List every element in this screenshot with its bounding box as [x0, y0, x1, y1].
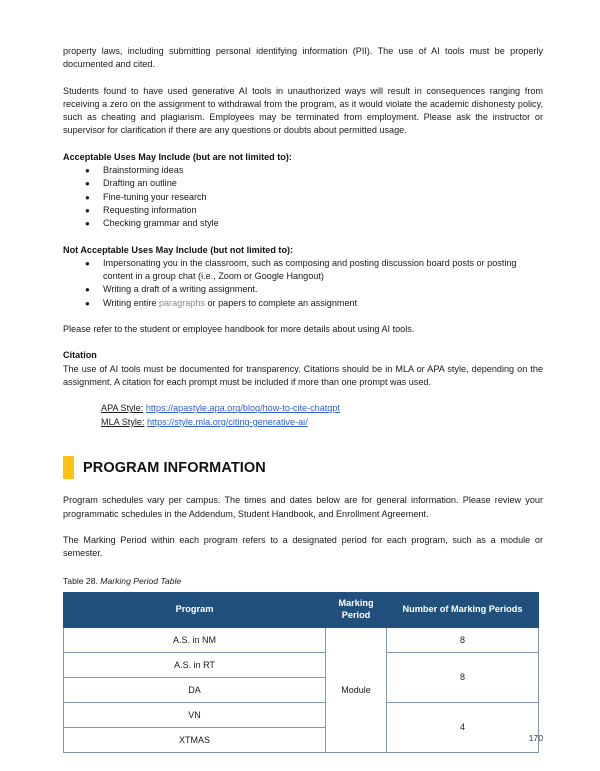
citation-link-row-apa	[101, 402, 543, 416]
citation-link-label-apa: APA Style:	[101, 403, 144, 414]
list-item-text-highlighted: paragraphs	[158, 297, 205, 308]
paragraph-handbook-note: Please refer to the student or employee handbook for more details about using AI tools.	[63, 324, 415, 335]
column-header-marking-period: Marking Period	[326, 592, 387, 627]
bullet-icon: ●	[85, 179, 90, 189]
list-item	[63, 297, 543, 310]
spacer	[63, 561, 543, 575]
program-information-heading	[63, 456, 543, 479]
bullet-icon: ●	[85, 258, 90, 268]
table-header-row	[64, 592, 539, 627]
cell-number-of-marking-periods: 8	[387, 627, 539, 652]
bullet-icon: ●	[85, 205, 90, 215]
marking-period-table	[63, 592, 539, 753]
citation-link-row-mla	[101, 416, 543, 430]
cell-number-of-marking-periods: 8	[387, 652, 539, 702]
bullet-icon: ●	[85, 192, 90, 202]
table-body	[64, 627, 539, 752]
acceptable-uses-heading: Acceptable Uses May Include (but are not limited to):	[63, 151, 292, 162]
list-item	[63, 257, 543, 284]
table-caption-title: Marking Period Table	[100, 575, 182, 586]
table-caption	[63, 575, 543, 587]
list-item	[63, 204, 543, 217]
spacer	[63, 521, 543, 534]
acceptable-uses-list	[63, 164, 543, 230]
page-number: 170	[528, 733, 543, 743]
list-item	[63, 164, 543, 177]
list-item-label: Checking grammar and style	[103, 218, 219, 229]
list-item-label: Fine-tuning your research	[103, 191, 207, 202]
cell-marking-period: Module	[326, 627, 387, 752]
spacer	[63, 389, 543, 402]
bullet-icon: ●	[85, 219, 90, 229]
spacer	[63, 138, 543, 151]
list-item	[63, 217, 543, 230]
list-item-label: Impersonating you in the classroom, such as composing and posting discussion board posts or posting content in a group chat (i.e., Zoom or Google Hangout)	[103, 257, 517, 282]
list-item-label: Drafting an outline	[103, 178, 177, 189]
list-item-label: Requesting information	[103, 204, 197, 215]
citation-heading: Citation	[63, 350, 97, 361]
list-item-text-before: Writing entire	[103, 297, 159, 308]
not-acceptable-uses-heading: Not Acceptable Uses May Include (but not limited to):	[63, 244, 294, 255]
list-item	[63, 283, 543, 296]
bullet-icon: ●	[85, 166, 90, 176]
bullet-icon: ●	[85, 285, 90, 295]
table-header	[64, 592, 539, 627]
column-header-program: Program	[64, 592, 326, 627]
table-row	[64, 652, 539, 677]
cell-program: DA	[64, 677, 326, 702]
paragraph-marking-period-definition: The Marking Period within each program refers to a designated period for each program, such as a module or semester.	[63, 535, 543, 559]
bullet-icon: ●	[85, 298, 90, 308]
citation-link-url-mla[interactable]: https://style.mla.org/citing-generative-ai/	[147, 416, 308, 427]
list-item	[63, 177, 543, 190]
citation-links	[63, 402, 543, 429]
spacer	[63, 429, 543, 456]
spacer	[63, 479, 543, 494]
cell-program: XTMAS	[64, 727, 326, 752]
cell-number-of-marking-periods: 4	[387, 702, 539, 752]
paragraph-program-schedules: Program schedules vary per campus. The times and dates below are for general information. Please review your programmatic schedules in the Addendum, Student Handbook, and Enrollment Agreement.	[63, 495, 543, 519]
page-title: PROGRAM INFORMATION	[83, 459, 266, 476]
table-row	[64, 702, 539, 727]
list-item	[63, 191, 543, 204]
cell-program: VN	[64, 702, 326, 727]
not-acceptable-uses-list	[63, 257, 543, 310]
column-header-number-of-marking-periods: Number of Marking Periods	[387, 592, 539, 627]
spacer	[63, 336, 543, 349]
citation-link-label-mla: MLA Style:	[101, 416, 145, 427]
table-row	[64, 627, 539, 652]
list-item-label: Writing a draft of a writing assignment.	[103, 284, 258, 295]
spacer	[63, 72, 543, 85]
list-item-label: Brainstorming ideas	[103, 165, 184, 176]
list-item-text-after: or papers to complete an assignment	[204, 297, 358, 308]
table-caption-number: Table 28.	[63, 575, 98, 586]
spacer	[63, 231, 543, 244]
citation-link-url-apa[interactable]: https://apastyle.apa.org/blog/how-to-cite-chatgpt	[145, 403, 340, 414]
cell-program: A.S. in RT	[64, 652, 326, 677]
cell-program: A.S. in NM	[64, 627, 326, 652]
paragraph-unauthorized-use: Students found to have used generative AI tools in unauthorized ways will result in consequences ranging from receiving a zero on the assignment to withdrawal from the program, as it would violate the academic dishonesty policy, such as cheating and plagiarism. Employees may be terminated from employment. Please ask the instructor or supervisor for clarification if there are any questions or doubts about permitted usage.	[63, 85, 543, 136]
section-accent-bar-icon	[63, 456, 74, 479]
paragraph-property-laws: property laws, including submitting personal identifying information (PII). The use of AI tools must be properly documented and cited.	[63, 46, 543, 70]
paragraph-citation: The use of AI tools must be documented for transparency. Citations should be in MLA or APA style, depending on the assignment. A citation for each prompt must be included if more than one prompt was used.	[63, 363, 543, 387]
spacer	[63, 310, 543, 323]
